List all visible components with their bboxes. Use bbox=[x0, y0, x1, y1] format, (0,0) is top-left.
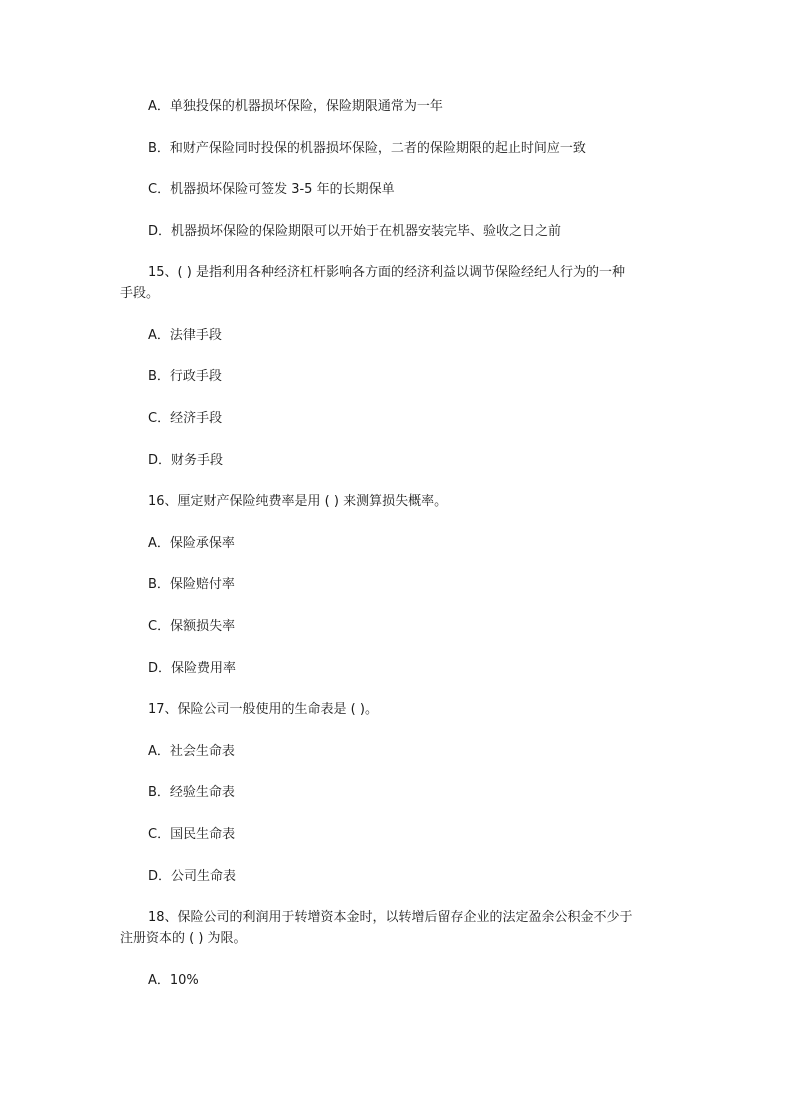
q15-text-line1: 15、( ) 是指利用各种经济杠杆影响各方面的经济利益以调节保险经纪人行为的一种 bbox=[148, 265, 625, 280]
q15-option-d: D．财务手段 bbox=[148, 453, 224, 468]
q17-option-a: A．社会生命表 bbox=[148, 744, 235, 759]
q18-text-line2: 注册资本的 ( ) 为限。 bbox=[120, 931, 247, 946]
q18-option-a: A．10% bbox=[148, 973, 199, 988]
q16-option-d: D．保险费用率 bbox=[148, 661, 237, 676]
q15-option-c: C．经济手段 bbox=[148, 411, 223, 426]
q14-option-c: C．机器损坏保险可签发 3-5 年的长期保单 bbox=[148, 182, 395, 197]
q16-option-c: C．保额损失率 bbox=[148, 619, 236, 634]
q16-option-b: B．保险赔付率 bbox=[148, 577, 235, 592]
q18-text-line1: 18、保险公司的利润用于转增资本金时，以转增后留存企业的法定盈余公积金不少于 bbox=[148, 910, 633, 925]
q17-option-c: C．国民生命表 bbox=[148, 827, 236, 842]
q17-option-b: B．经验生命表 bbox=[148, 785, 235, 800]
q15-text-line2: 手段。 bbox=[120, 286, 160, 301]
q17-text: 17、保险公司一般使用的生命表是 ( )。 bbox=[148, 702, 378, 717]
q16-text: 16、厘定财产保险纯费率是用 ( ) 来测算损失概率。 bbox=[148, 494, 448, 509]
q16-option-a: A．保险承保率 bbox=[148, 536, 235, 551]
q15-option-b: B．行政手段 bbox=[148, 369, 222, 384]
q14-option-a: A．单独投保的机器损坏保险，保险期限通常为一年 bbox=[148, 99, 443, 114]
q14-option-b: B．和财产保险同时投保的机器损坏保险，二者的保险期限的起止时间应一致 bbox=[148, 141, 586, 156]
q15-option-a: A．法律手段 bbox=[148, 328, 222, 343]
q14-option-d: D．机器损坏保险的保险期限可以开始于在机器安装完毕、验收之日之前 bbox=[148, 224, 562, 239]
q17-option-d: D．公司生命表 bbox=[148, 869, 237, 884]
